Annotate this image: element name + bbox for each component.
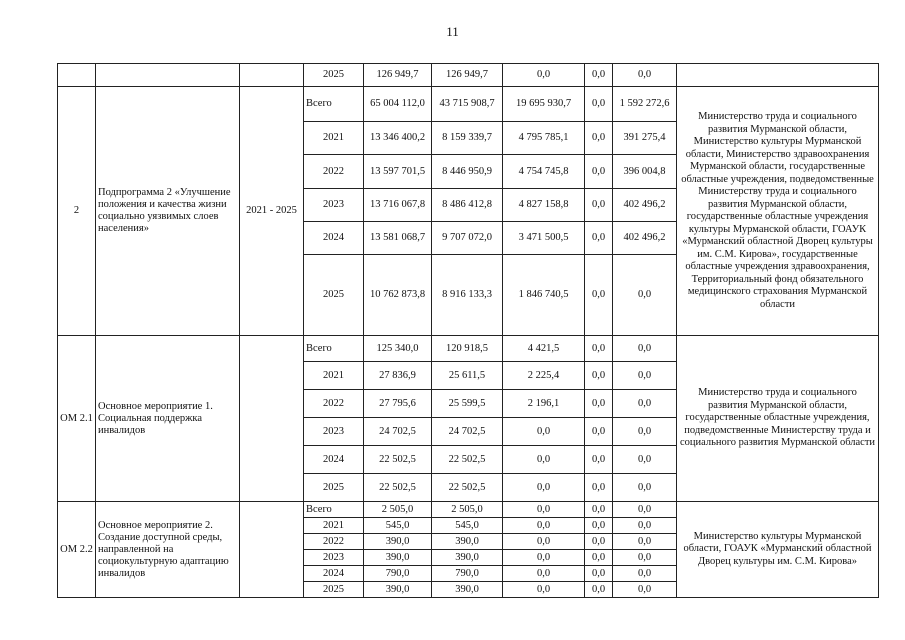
value-cell: 0,0	[503, 474, 585, 502]
value-cell: 0,0	[585, 64, 613, 87]
year-cell: 2023	[304, 189, 364, 222]
value-cell: 0,0	[613, 582, 677, 598]
year-cell: Всего	[304, 87, 364, 122]
year-cell: 2024	[304, 446, 364, 474]
value-cell: 0,0	[585, 566, 613, 582]
value-cell: 0,0	[585, 550, 613, 566]
value-cell: 22 502,5	[432, 446, 503, 474]
value-cell: 0,0	[585, 122, 613, 155]
value-cell: 8 916 133,3	[432, 255, 503, 336]
value-cell: 126 949,7	[432, 64, 503, 87]
value-cell: 2 196,1	[503, 390, 585, 418]
value-cell: 4 827 158,8	[503, 189, 585, 222]
period-cell	[240, 64, 304, 87]
value-cell: 0,0	[585, 222, 613, 255]
value-cell: 2 505,0	[364, 502, 432, 518]
value-cell: 22 502,5	[364, 474, 432, 502]
year-cell: 2021	[304, 122, 364, 155]
om22-code: ОМ 2.2	[58, 502, 96, 598]
value-cell: 402 496,2	[613, 189, 677, 222]
value-cell: 390,0	[364, 550, 432, 566]
value-cell: 790,0	[432, 566, 503, 582]
value-cell: 0,0	[585, 446, 613, 474]
section-executors: Министерство труда и социального развития Мурманской области, Министерство культуры Мурманской области, Министерство здравоохранения Мурманской области, государственные областные учреждения, подведомственные Министерству труда и социального развития Мурманской области, государственные областные учреждения культуры Мурманской области, ГОАУК «Мурманский областной Дворец культуры им. С.М. Кирова», государственные областные учреждения здравоохранения, Территориальный фонд обязательного медицинского страхования Мурманской области	[677, 87, 879, 336]
om22-title: Основное мероприятие 2. Создание доступной среды, направленной на социокультурную адаптацию инвалидов	[96, 502, 240, 598]
value-cell: 13 581 068,7	[364, 222, 432, 255]
value-cell: 0,0	[613, 566, 677, 582]
om21-code: ОМ 2.1	[58, 336, 96, 502]
year-cell: 2021	[304, 362, 364, 390]
value-cell: 9 707 072,0	[432, 222, 503, 255]
value-cell: 0,0	[585, 155, 613, 189]
value-cell: 0,0	[585, 87, 613, 122]
budget-table	[57, 63, 879, 598]
year-cell: 2022	[304, 155, 364, 189]
section-period: 2021 - 2025	[240, 87, 304, 336]
value-cell: 4 795 785,1	[503, 122, 585, 155]
value-cell: 0,0	[585, 582, 613, 598]
year-cell: 2022	[304, 534, 364, 550]
value-cell: 0,0	[585, 474, 613, 502]
value-cell: 0,0	[613, 255, 677, 336]
year-cell: 2022	[304, 390, 364, 418]
year-cell: 2025	[304, 255, 364, 336]
value-cell: 0,0	[613, 64, 677, 87]
table-row	[58, 336, 879, 362]
value-cell: 390,0	[364, 534, 432, 550]
value-cell: 0,0	[585, 418, 613, 446]
year-cell: 2021	[304, 518, 364, 534]
value-cell: 0,0	[585, 362, 613, 390]
table-row	[58, 502, 879, 518]
year-cell: 2023	[304, 418, 364, 446]
value-cell: 0,0	[503, 64, 585, 87]
value-cell: 8 159 339,7	[432, 122, 503, 155]
table-row	[58, 87, 879, 122]
value-cell: 2 225,4	[503, 362, 585, 390]
section-title: Подпрограмма 2 «Улучшение положения и качества жизни социально уязвимых слоев населения»	[96, 87, 240, 336]
year-cell: Всего	[304, 502, 364, 518]
year-cell: 2025	[304, 474, 364, 502]
om22-period	[240, 502, 304, 598]
year-cell: 2023	[304, 550, 364, 566]
value-cell: 43 715 908,7	[432, 87, 503, 122]
value-cell: 0,0	[585, 518, 613, 534]
value-cell: 390,0	[364, 582, 432, 598]
value-cell: 545,0	[432, 518, 503, 534]
executor-cell	[677, 64, 879, 87]
value-cell: 19 695 930,7	[503, 87, 585, 122]
value-cell: 65 004 112,0	[364, 87, 432, 122]
value-cell: 27 836,9	[364, 362, 432, 390]
value-cell: 13 346 400,2	[364, 122, 432, 155]
value-cell: 3 471 500,5	[503, 222, 585, 255]
value-cell: 10 762 873,8	[364, 255, 432, 336]
value-cell: 0,0	[613, 502, 677, 518]
value-cell: 13 716 067,8	[364, 189, 432, 222]
value-cell: 0,0	[613, 534, 677, 550]
value-cell: 0,0	[613, 446, 677, 474]
page-number: 11	[446, 24, 459, 39]
value-cell: 120 918,5	[432, 336, 503, 362]
value-cell: 25 611,5	[432, 362, 503, 390]
value-cell: 0,0	[613, 550, 677, 566]
year-cell: 2025	[304, 64, 364, 87]
value-cell: 0,0	[585, 502, 613, 518]
value-cell: 24 702,5	[432, 418, 503, 446]
section-code: 2	[58, 87, 96, 336]
value-cell: 0,0	[503, 446, 585, 474]
value-cell: 0,0	[503, 534, 585, 550]
value-cell: 545,0	[364, 518, 432, 534]
value-cell: 0,0	[613, 336, 677, 362]
value-cell: 0,0	[613, 390, 677, 418]
value-cell: 24 702,5	[364, 418, 432, 446]
title-cell	[96, 64, 240, 87]
value-cell: 25 599,5	[432, 390, 503, 418]
om22-executors: Министерство культуры Мурманской области, ГОАУК «Мурманский областной Дворец культуры им. С.М. Кирова»	[677, 502, 879, 598]
value-cell: 390,0	[432, 534, 503, 550]
year-cell: 2025	[304, 582, 364, 598]
value-cell: 2 505,0	[432, 502, 503, 518]
value-cell: 1 592 272,6	[613, 87, 677, 122]
year-cell: Всего	[304, 336, 364, 362]
value-cell: 8 446 950,9	[432, 155, 503, 189]
value-cell: 0,0	[503, 502, 585, 518]
value-cell: 0,0	[613, 418, 677, 446]
value-cell: 0,0	[585, 255, 613, 336]
value-cell: 0,0	[585, 534, 613, 550]
year-cell: 2024	[304, 222, 364, 255]
value-cell: 4 754 745,8	[503, 155, 585, 189]
value-cell: 0,0	[503, 550, 585, 566]
value-cell: 22 502,5	[432, 474, 503, 502]
value-cell: 1 846 740,5	[503, 255, 585, 336]
value-cell: 391 275,4	[613, 122, 677, 155]
value-cell: 0,0	[613, 518, 677, 534]
value-cell: 0,0	[503, 566, 585, 582]
value-cell: 0,0	[585, 390, 613, 418]
value-cell: 125 340,0	[364, 336, 432, 362]
value-cell: 0,0	[503, 518, 585, 534]
value-cell: 13 597 701,5	[364, 155, 432, 189]
value-cell: 0,0	[585, 336, 613, 362]
value-cell: 790,0	[364, 566, 432, 582]
value-cell: 22 502,5	[364, 446, 432, 474]
code-cell	[58, 64, 96, 87]
value-cell: 0,0	[503, 418, 585, 446]
value-cell: 0,0	[585, 189, 613, 222]
om21-period	[240, 336, 304, 502]
value-cell: 8 486 412,8	[432, 189, 503, 222]
value-cell: 126 949,7	[364, 64, 432, 87]
value-cell: 4 421,5	[503, 336, 585, 362]
value-cell: 0,0	[613, 362, 677, 390]
value-cell: 0,0	[503, 582, 585, 598]
value-cell: 402 496,2	[613, 222, 677, 255]
value-cell: 390,0	[432, 550, 503, 566]
year-cell: 2024	[304, 566, 364, 582]
value-cell: 27 795,6	[364, 390, 432, 418]
om21-title: Основное мероприятие 1. Социальная поддержка инвалидов	[96, 336, 240, 502]
value-cell: 0,0	[613, 474, 677, 502]
value-cell: 390,0	[432, 582, 503, 598]
om21-executors: Министерство труда и социального развития Мурманской области, государственные областные учреждения, подведомственные Министерству труда и социального развития Мурманской области	[677, 336, 879, 502]
table-row	[58, 64, 879, 87]
value-cell: 396 004,8	[613, 155, 677, 189]
